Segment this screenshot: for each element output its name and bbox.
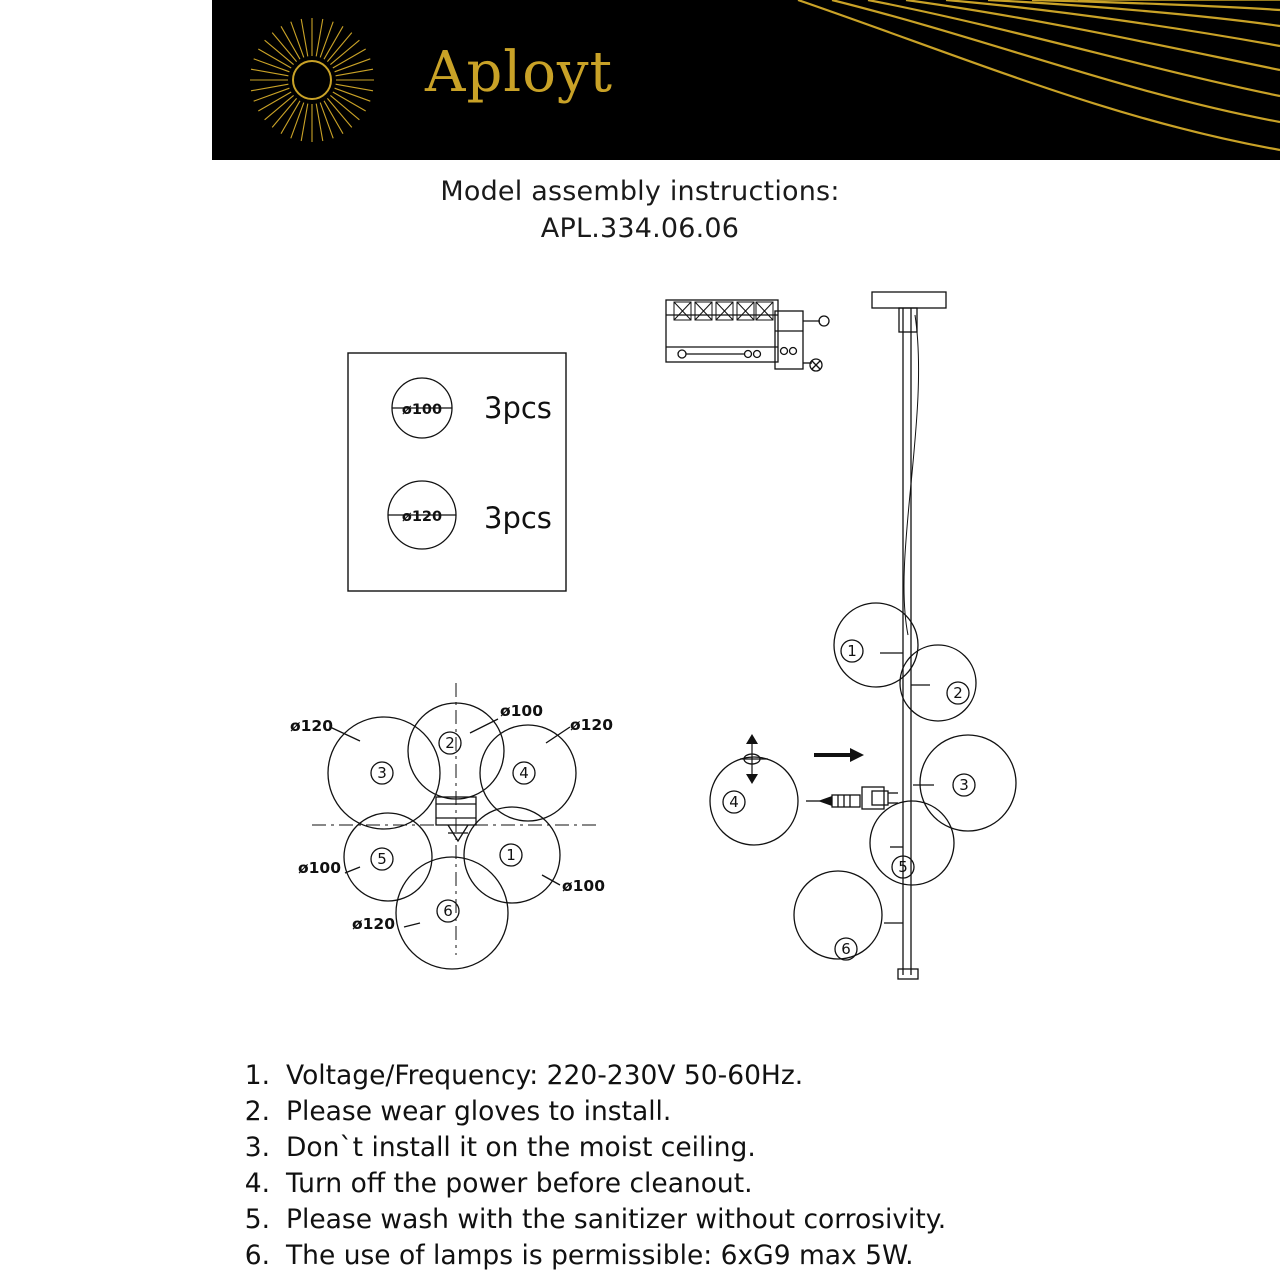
list-item-number: 6. [244,1240,270,1271]
list-item-text: Voltage/Frequency: 220-230V 50-60Hz. [286,1060,804,1091]
svg-text:2: 2 [953,684,963,702]
svg-text:1: 1 [506,846,516,864]
list-item-text: Please wear gloves to install. [286,1096,672,1127]
list-item [228,1238,1228,1274]
list-item [228,1094,1228,1130]
list-item-text: The use of lamps is permissible: 6xG9 max 5W. [286,1240,914,1271]
top-view-label-bottom: ø120 [352,915,396,933]
globe-5 [344,813,432,901]
brand-wordmark: Aployt [425,40,614,105]
model-number: APL.334.06.06 [540,213,740,244]
parts-row-0-qty: 3pcs [484,391,552,425]
rotate-arrow-icon [740,734,768,784]
parts-box [348,353,566,591]
svg-text:2: 2 [445,734,455,752]
right-arrow-icon [814,748,864,762]
svg-text:5: 5 [377,850,387,868]
top-view-label-right-bottom: ø100 [562,877,606,895]
list-item [228,1202,1228,1238]
list-item-number: 3. [244,1132,270,1163]
svg-text:5: 5 [898,858,908,876]
svg-text:3: 3 [959,776,969,794]
list-item-text: Don`t install it on the moist ceiling. [286,1132,756,1163]
svg-text:6: 6 [841,940,851,958]
top-view-label-center-top: ø100 [500,702,544,720]
connector-icon [775,311,829,371]
assembly-view [710,292,1016,979]
list-item-number: 4. [244,1168,270,1199]
page-title: Model assembly instructions: [440,176,840,207]
top-view-label-right-top: ø120 [570,716,614,734]
svg-text:1: 1 [847,642,857,660]
terminal-block-icon [666,300,778,362]
svg-text:6: 6 [443,902,453,920]
brand-banner [212,0,1280,160]
banner-graphics [212,0,1280,160]
sunburst-logo-icon [250,18,374,142]
list-item-number: 5. [244,1204,270,1235]
list-item [228,1166,1228,1202]
assembly-globe-6 [794,871,882,959]
title-block [0,176,1280,244]
list-item [228,1130,1228,1166]
screw-icon [818,795,860,807]
parts-row-1-diameter: ø120 [401,509,443,525]
parts-row-0-diameter: ø100 [401,402,443,418]
fan-rays-icon [798,0,1280,150]
top-view-label-left-top: ø120 [290,717,334,735]
parts-row-1-qty: 3pcs [484,501,552,535]
assembly-drawings [0,255,1280,1045]
top-view-label-left-bottom: ø100 [298,859,342,877]
drawing-canvas [0,255,1280,1045]
list-item-number: 2. [244,1096,270,1127]
list-item [228,1058,1228,1094]
svg-text:3: 3 [377,764,387,782]
list-item-text: Turn off the power before cleanout. [286,1168,753,1199]
instructions-list [228,1058,1228,1274]
svg-text:4: 4 [519,764,529,782]
list-item-number: 1. [244,1060,270,1091]
svg-text:4: 4 [729,793,739,811]
list-item-text: Please wash with the sanitizer without corrosivity. [286,1204,947,1235]
